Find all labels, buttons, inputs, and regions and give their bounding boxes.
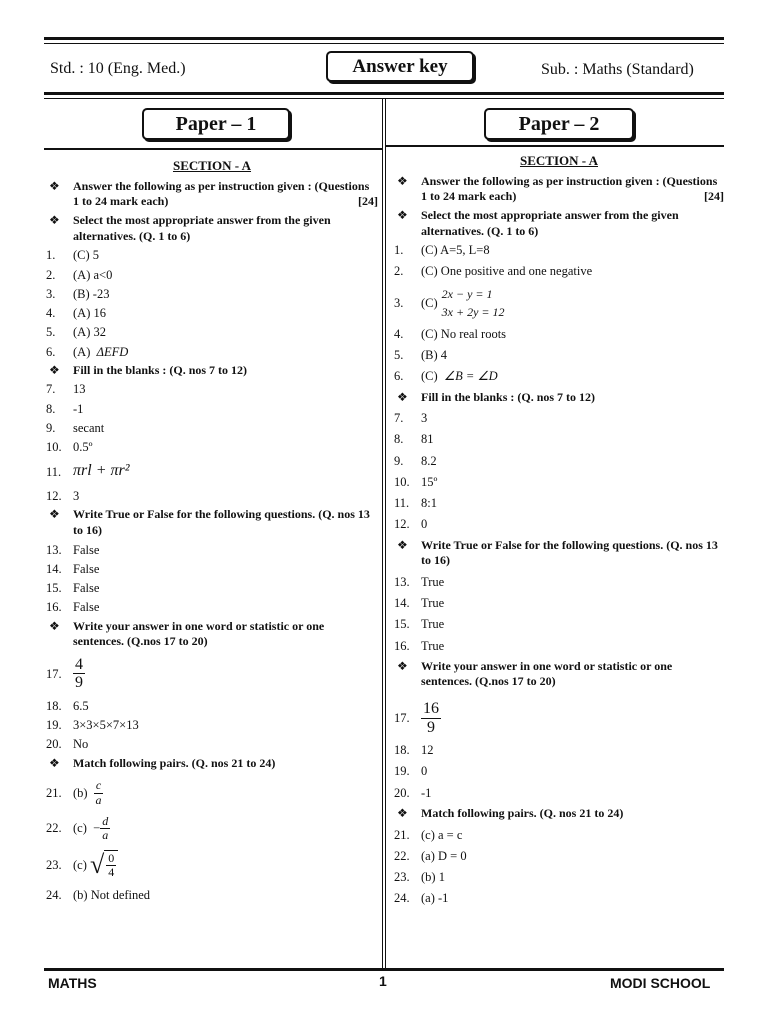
answer-text: True (421, 596, 445, 611)
answer-item: 1. (C) A=5, L=8 (394, 243, 490, 258)
paper-2-instruction-6 (394, 806, 724, 822)
paper-1-instruction-2 (46, 213, 378, 244)
answer-text: (C) No real roots (421, 326, 507, 341)
diamond-bullet-icon: ❖ (397, 208, 408, 223)
paper-2-instruction-5 (394, 659, 724, 690)
answer-item: 20. -1 (394, 785, 432, 800)
equation-system (442, 285, 505, 321)
paper-2-instruction-3 (394, 390, 724, 406)
paper-2-section-heading: SECTION - A (519, 153, 599, 168)
paper-1-title: Paper – 1 (142, 108, 290, 140)
left-title-rule (44, 148, 382, 150)
answer-item: 13. False (46, 542, 100, 557)
answer-text: True (421, 574, 445, 589)
paper-2-instruction-1 (394, 174, 724, 205)
paper-1-column (46, 158, 378, 907)
answer-item: 14. True (394, 596, 445, 611)
answer-text: 3 (73, 489, 80, 504)
diamond-bullet-icon: ❖ (49, 755, 60, 770)
fraction-denominator: 9 (427, 718, 435, 736)
answer-item: 4. (A) 16 (46, 306, 106, 321)
answer-text: (A) a<0 (73, 267, 113, 282)
answer-item: 23. (b) 1 (394, 870, 445, 885)
paper-1-instruction-6 (46, 756, 378, 772)
answer-option: (b) (73, 785, 88, 800)
fraction-numerator: c (95, 778, 102, 793)
answer-item: 8. 81 (394, 432, 434, 447)
instruction-text: Fill in the blanks : (Q. nos 7 to 12) (421, 389, 596, 404)
instruction-text: Write True or False for the following questions. (Q. nos 13 to 16) (421, 537, 718, 568)
equation-1: 2x − y = 1 (441, 286, 493, 301)
answer-item: 3. (B) -23 (46, 286, 110, 301)
answer-item: 1. (C) 5 (46, 248, 100, 263)
answer-item: 21. (b) $\frac{c}{a}$ (46, 778, 102, 807)
answer-text: (b) Not defined (73, 888, 151, 903)
answer-item: 12. 3 (46, 489, 80, 504)
answer-text: (B) -23 (73, 286, 110, 301)
answer-item: 9. secant (46, 420, 105, 435)
answer-item: 13. True (394, 574, 445, 589)
answer-item: 12. 0 (394, 517, 428, 532)
answer-text: (b) 1 (421, 870, 445, 885)
answer-fraction (94, 779, 103, 806)
answer-text: -1 (421, 785, 432, 800)
answer-fraction (106, 852, 116, 879)
answer-text: (a) -1 (421, 891, 449, 906)
answer-text: False (73, 542, 100, 557)
answer-fraction (73, 656, 85, 692)
answer-item: 16. True (394, 638, 445, 653)
answer-text: (c) a = c (421, 827, 463, 842)
answer-text: 81 (421, 432, 434, 447)
answer-text: (A) 32 (73, 325, 106, 340)
paper-1-instruction-3 (46, 363, 378, 379)
paper-2-title: Paper – 2 (484, 108, 634, 140)
answer-text: secant (73, 420, 105, 435)
answer-text: False (73, 600, 100, 615)
diamond-bullet-icon: ❖ (49, 362, 60, 377)
answer-item: 8. -1 (46, 401, 84, 416)
answer-item: 24. (a) -1 (394, 891, 449, 906)
answer-item: 6. (A) ΔEFD (46, 344, 129, 359)
answer-item: 17. $\frac{4}{9}$ (46, 655, 83, 692)
fraction-numerator: d (102, 813, 109, 828)
answer-item: 5. (A) 32 (46, 325, 106, 340)
instruction-text: Write your answer in one word or statistic or one sentences. (Q.nos 17 to 20) (73, 618, 325, 649)
answer-text: 3×3×5×7×13 (73, 718, 139, 733)
page-number: 1 (379, 973, 387, 989)
answer-text: 0.5º (73, 440, 93, 455)
column-divider (382, 99, 383, 968)
answer-option: (c) (73, 857, 87, 872)
answer-item: 17. $\frac{16}{9}$ (394, 699, 439, 736)
instruction-text: Answer the following as per instruction given : (Questions 1 to 24 mark each) (73, 178, 370, 209)
diamond-bullet-icon: ❖ (397, 537, 408, 552)
diamond-bullet-icon: ❖ (49, 618, 60, 633)
answer-text: (B) 4 (421, 348, 448, 363)
diamond-bullet-icon: ❖ (49, 507, 60, 522)
instruction-text: Answer the following as per instruction given : (Questions 1 to 24 mark each) (421, 173, 718, 204)
answer-text: (a) D = 0 (421, 848, 467, 863)
answer-item: 19. 3×3×5×7×13 (46, 718, 139, 733)
answer-text: -1 (73, 401, 84, 416)
answer-text: 8:1 (421, 496, 437, 511)
answer-item: 22. (a) D = 0 (394, 848, 467, 863)
instruction-text: Match following pairs. (Q. nos 21 to 24) (73, 755, 276, 770)
answer-item: 5. (B) 4 (394, 348, 448, 363)
instruction-text: Select the most appropriate answer from the given alternatives. (Q. 1 to 6) (421, 208, 679, 238)
answer-item: 20. No (46, 737, 89, 752)
answer-item: 14. False (46, 561, 100, 576)
fraction-denominator: a (102, 827, 109, 842)
paper-1-instruction-1 (46, 179, 378, 210)
answer-option: (C) (421, 295, 438, 310)
instruction-text: Select the most appropriate answer from the given alternatives. (Q. 1 to 6) (73, 213, 331, 243)
diamond-bullet-icon: ❖ (397, 173, 408, 188)
fraction-numerator: 4 (75, 655, 83, 673)
standard-label: Std. : 10 (Eng. Med.) (50, 60, 186, 77)
paper-1-section-heading: SECTION - A (172, 158, 252, 173)
answer-text: 12 (421, 743, 434, 758)
answer-text: 0 (421, 764, 428, 779)
answer-text: (C) 5 (73, 248, 100, 263)
footer-rule-thick (44, 968, 724, 971)
answer-text: No (73, 737, 89, 752)
marks-label: [24] (358, 194, 378, 209)
answer-fraction (421, 700, 441, 736)
paper-1-instruction-5 (46, 619, 378, 650)
column-divider-2 (385, 99, 386, 968)
answer-text: 8.2 (421, 453, 437, 468)
paper-1-instruction-4 (46, 507, 378, 538)
answer-item: 11. 8:1 (394, 496, 437, 511)
answer-item: 4. (C) No real roots (394, 326, 507, 341)
answer-item: 15. False (46, 581, 100, 596)
fraction-denominator: a (95, 792, 102, 807)
footer-school: MODI SCHOOL (610, 975, 711, 991)
diamond-bullet-icon: ❖ (397, 389, 408, 404)
answer-item: 9. 8.2 (394, 453, 437, 468)
answer-item: 22. (c) − $\frac{d}{a}$ (46, 813, 109, 842)
answer-option: (c) (73, 821, 87, 836)
answer-item: 6. (C) ∠B = ∠D (394, 369, 498, 384)
answer-text: (C) One positive and one negative (421, 263, 593, 278)
answer-text: (A) 16 (73, 306, 106, 321)
answer-math: πrl + πr² (73, 462, 130, 480)
answer-text: 13 (73, 382, 86, 397)
answer-math: ∠B = ∠D (443, 369, 498, 384)
answer-item: 2. (C) One positive and one negative (394, 263, 593, 278)
answer-math: ΔEFD (96, 344, 129, 359)
answer-item: 10. 0.5º (46, 440, 93, 455)
minus-sign: − (93, 821, 101, 836)
answer-item: 3. (C) 2x − y = 1 3x + 2y = 12 (394, 286, 505, 319)
answer-text: False (73, 581, 100, 596)
instruction-text: Fill in the blanks : (Q. nos 7 to 12) (73, 362, 248, 377)
answer-text: 6.5 (73, 698, 89, 713)
instruction-text: Write True or False for the following questions. (Q. nos 13 to 16) (73, 507, 370, 537)
answer-item: 2. (A) a<0 (46, 267, 113, 282)
answer-text: True (421, 638, 445, 653)
answer-item: 7. 13 (46, 382, 86, 397)
answer-item: 16. False (46, 600, 100, 615)
diamond-bullet-icon: ❖ (49, 213, 60, 228)
top-rule-thin (44, 43, 724, 44)
right-title-rule (386, 145, 724, 147)
answer-item: 18. 6.5 (46, 698, 89, 713)
answer-option: (A) (73, 344, 91, 359)
answer-item: 18. 12 (394, 743, 434, 758)
fraction-denominator: 9 (75, 674, 83, 692)
answer-fraction (100, 815, 110, 842)
paper-2-instruction-2 (394, 208, 724, 239)
answer-item: 11. πrl + πr² (46, 461, 378, 482)
header-rule-thick (44, 92, 724, 95)
instruction-text: Write your answer in one word or statistic or one sentences. (Q.nos 17 to 20) (421, 658, 673, 689)
answer-item: 23. (c) √ $\frac{0}{4}$ (46, 850, 378, 879)
paper-2-column (394, 153, 724, 912)
marks-label: [24] (704, 189, 724, 204)
answer-item: 7. 3 (394, 411, 428, 426)
answer-item: 19. 0 (394, 764, 428, 779)
answer-item: 15. True (394, 617, 445, 632)
answer-option: (C) (421, 369, 438, 384)
paper-2-instruction-4 (394, 538, 724, 569)
fraction-numerator: 0 (108, 851, 115, 866)
top-rule-thick (44, 37, 724, 40)
diamond-bullet-icon: ❖ (397, 658, 408, 673)
answer-text: False (73, 561, 100, 576)
instruction-text: Match following pairs. (Q. nos 21 to 24) (421, 805, 624, 820)
answer-item: 10. 15º (394, 474, 438, 489)
header-rule-thin (44, 98, 724, 99)
answer-text: (C) A=5, L=8 (421, 243, 490, 258)
subject-label: Sub. : Maths (Standard) (541, 61, 694, 78)
answer-item: 24. (b) Not defined (46, 888, 151, 903)
diamond-bullet-icon: ❖ (49, 178, 60, 193)
diamond-bullet-icon: ❖ (397, 805, 408, 820)
fraction-numerator: 16 (423, 699, 439, 717)
answer-text: 15º (421, 474, 438, 489)
fraction-denominator: 4 (108, 865, 115, 880)
answer-text: 3 (421, 411, 428, 426)
answer-text: True (421, 617, 445, 632)
square-root: √ $\frac{0}{4}$ (90, 850, 118, 879)
answer-item: 21. (c) a = c (394, 827, 463, 842)
equation-2: 3x + 2y = 12 (441, 304, 505, 319)
answer-key-title: Answer key (326, 51, 474, 82)
answer-text: 0 (421, 517, 428, 532)
footer-subject: MATHS (48, 975, 97, 991)
